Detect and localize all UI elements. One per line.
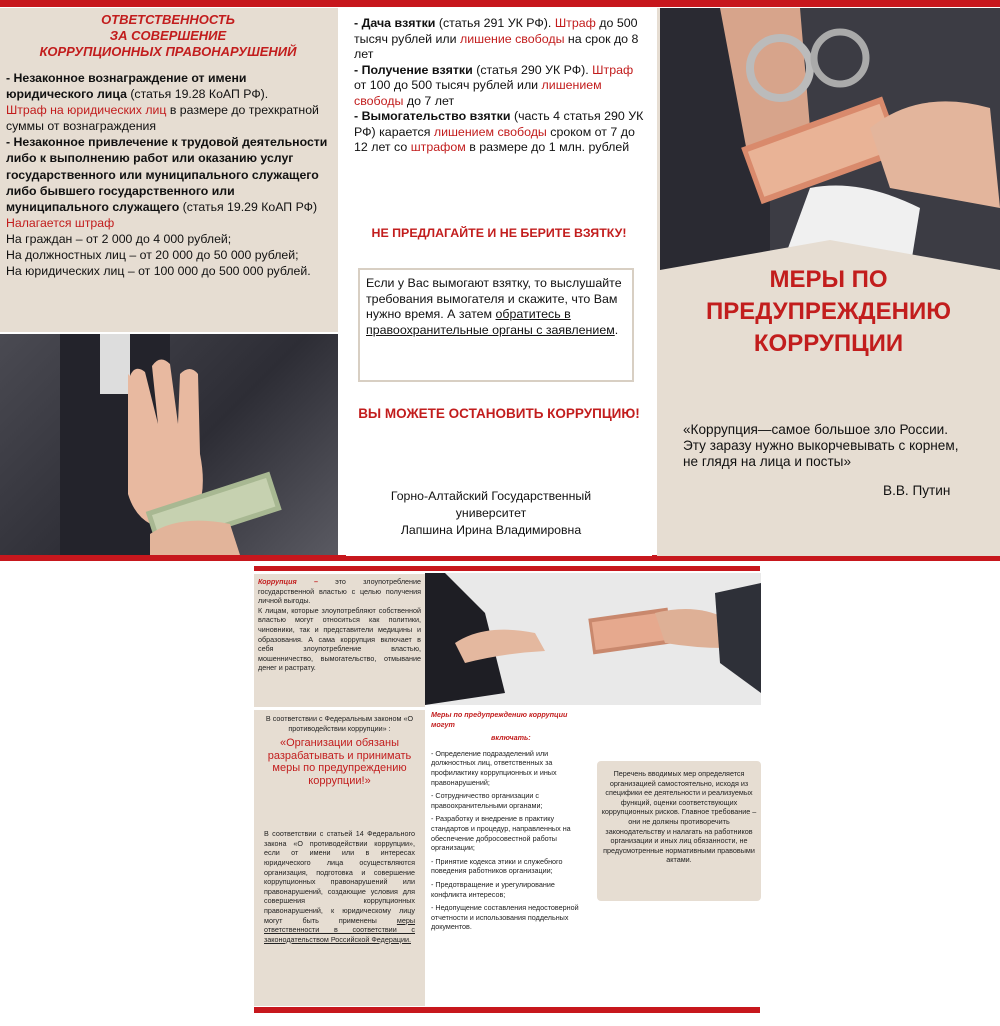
quote-author: В.В. Путин (883, 483, 951, 498)
bribe-handover-photo (425, 573, 761, 705)
refusal-photo (0, 334, 338, 555)
fine-citizens: На граждан – от 2 000 до 4 000 рублей; (6, 231, 232, 246)
top-red-line (0, 0, 1000, 7)
measure-item: - Недопущение составления недостоверной отчетности и использования поддельных документов. (431, 903, 579, 932)
report-to-police-link: обратитесь в правоохранительные органы с заявлением (366, 307, 615, 337)
warning-stop-corruption: ВЫ МОЖЕТЕ ОСТАНОВИТЬ КОРРУПЦИЮ! (358, 406, 640, 421)
measure-item: - Сотрудничество организации с правоохранительными органами; (431, 791, 543, 810)
measure-item: - Разработку и внедрение в практику стандартов и процедур, направленных на обеспечение добросовестной работы организации; (431, 814, 571, 853)
measures-block (427, 706, 591, 976)
responsibility-heading: ОТВЕТСТВЕННОСТЬ ЗА СОВЕРШЕНИЕ КОРРУПЦИОННЫХ ПРАВОНАРУШЕНИЙ (39, 12, 297, 59)
responsibility-measures-link: меры ответственности в соответствии с законодательством Российской Федерации. (264, 915, 415, 944)
warning-no-bribes: НЕ ПРЕДЛАГАЙТЕ И НЕ БЕРИТЕ ВЗЯТКУ! (371, 226, 627, 240)
advice-box: Если у Вас вымогают взятку, то выслушайте требования вымогателя и скажите, что Вам нужно время. А затем обратитесь в правоохранительные органы с заявлением. (358, 268, 634, 382)
responsibility-panel (0, 8, 338, 332)
bribery-penalties (354, 16, 644, 156)
fine-legal-entities: На юридических лиц – от 100 000 до 500 000 рублей. (6, 264, 311, 279)
bribe-taking: - Получение взятки (статья 290 УК РФ). Штраф от 100 до 500 тысяч рублей или лишением свободы до 7 лет (354, 62, 634, 108)
cover-title: МЕРЫ ПО ПРЕДУПРЕЖДЕНИЮ КОРРУПЦИИ (706, 266, 951, 357)
article-14-text: В соответствии с статьей 14 Федерального закона «О противодействии коррупции», если от имени или в интересах юридического лица осуществляются организация, подготовка и совершение коррупционных правонарушений или правонарушений, создающие условия для совершения коррупционных правонарушений, к юридическому лицу могут быть применены меры ответственности в соответствии с законодательством Российской Федерации. (264, 829, 415, 944)
author-name: Лапшина Ирина Владимировна (400, 523, 582, 537)
bribery-panel (346, 8, 652, 556)
definition-block: Коррупция – это злоупотребление государственной властью с целью получения личной выгоды. К лицам, которые злоупотребляют собственной властью могут относиться как политики, чиновники, так и представители медицины и образования. А сама коррупция включает в себя злоупотребление властью, мошенничество, вымогательство, отмывание денег и растрату. (254, 574, 425, 707)
measures-include: включать: (491, 733, 531, 743)
measures-note: Перечень вводимых мер определяется организацией самостоятельно, исходя из специфики ее деятельности и реализуемых функций, оценки соответствующих коррупционных рисков. Главное требование – они не должны противоречить законодательству и налагать на работников организации и иных лиц обязанности, не предусмотренные нормативными правовыми актами. (597, 761, 761, 901)
cover-panel (657, 8, 1000, 556)
measure-item: - Принятие кодекса этики и служебного поведения работников организации; (431, 856, 563, 876)
inside-top-red-line (254, 566, 760, 571)
putin-quote: «Коррупция—самое большое зло России. Эту заразу нужно выкорчевывать с корнем, не глядя на лица и посты» (683, 422, 959, 469)
handcuffs-money-photo (660, 8, 1000, 270)
law-block (254, 710, 425, 1006)
credits (346, 488, 636, 539)
fine-officials: На должностных лиц – от 20 000 до 50 000 рублей; (6, 248, 299, 263)
measure-item: - Предотвращение и урегулирование конфликта интересов; (431, 879, 555, 899)
university-name: Горно-Алтайский Государственный университет (390, 489, 592, 520)
bottom-red-line (254, 1007, 760, 1013)
law-quote: «Организации обязаны разрабатывать и принимать меры по предупреждению коррупции!» (267, 737, 412, 787)
law-intro: В соответствии с Федеральным законом «О противодействии коррупции» : (265, 714, 414, 733)
bribe-giving: - Дача взятки (статья 291 УК РФ). Штраф до 500 тысяч рублей или лишение свободы на срок до 8 лет (354, 16, 639, 61)
responsibility-text: - Незаконное вознаграждение от имени юридического лица (статья 19.28 КоАП РФ). Штраф на юридических лиц в размере до трехкратной суммы от вознаграждения - Незаконное привлечение к трудовой деятельности либо к выполнению работ или оказанию услуг государственного или муниципального служащего либо бывшего государственного или муниципального служащего (статья 19.29 КоАП РФ) Налагается штраф На граждан – от 2 000 до 4 000 рублей; На должностных лиц – от 20 000 до 50 000 рублей; На юридических лиц – от 100 000 до 500 000 рублей. (6, 70, 330, 279)
fine-label: Налагается штраф (6, 215, 115, 230)
bribe-extortion: - Вымогательство взятки (часть 4 статья 290 УК РФ) карается лишением свободы сроком от 7 до 12 лет со штрафом в размере до 1 млн. рублей (354, 109, 644, 154)
measures-title: Меры по предупреждению коррупции могут (431, 710, 568, 729)
measure-item: - Определение подразделений или должностных лиц, ответственных за профилактику коррупционных и иных правонарушений; (431, 748, 557, 787)
